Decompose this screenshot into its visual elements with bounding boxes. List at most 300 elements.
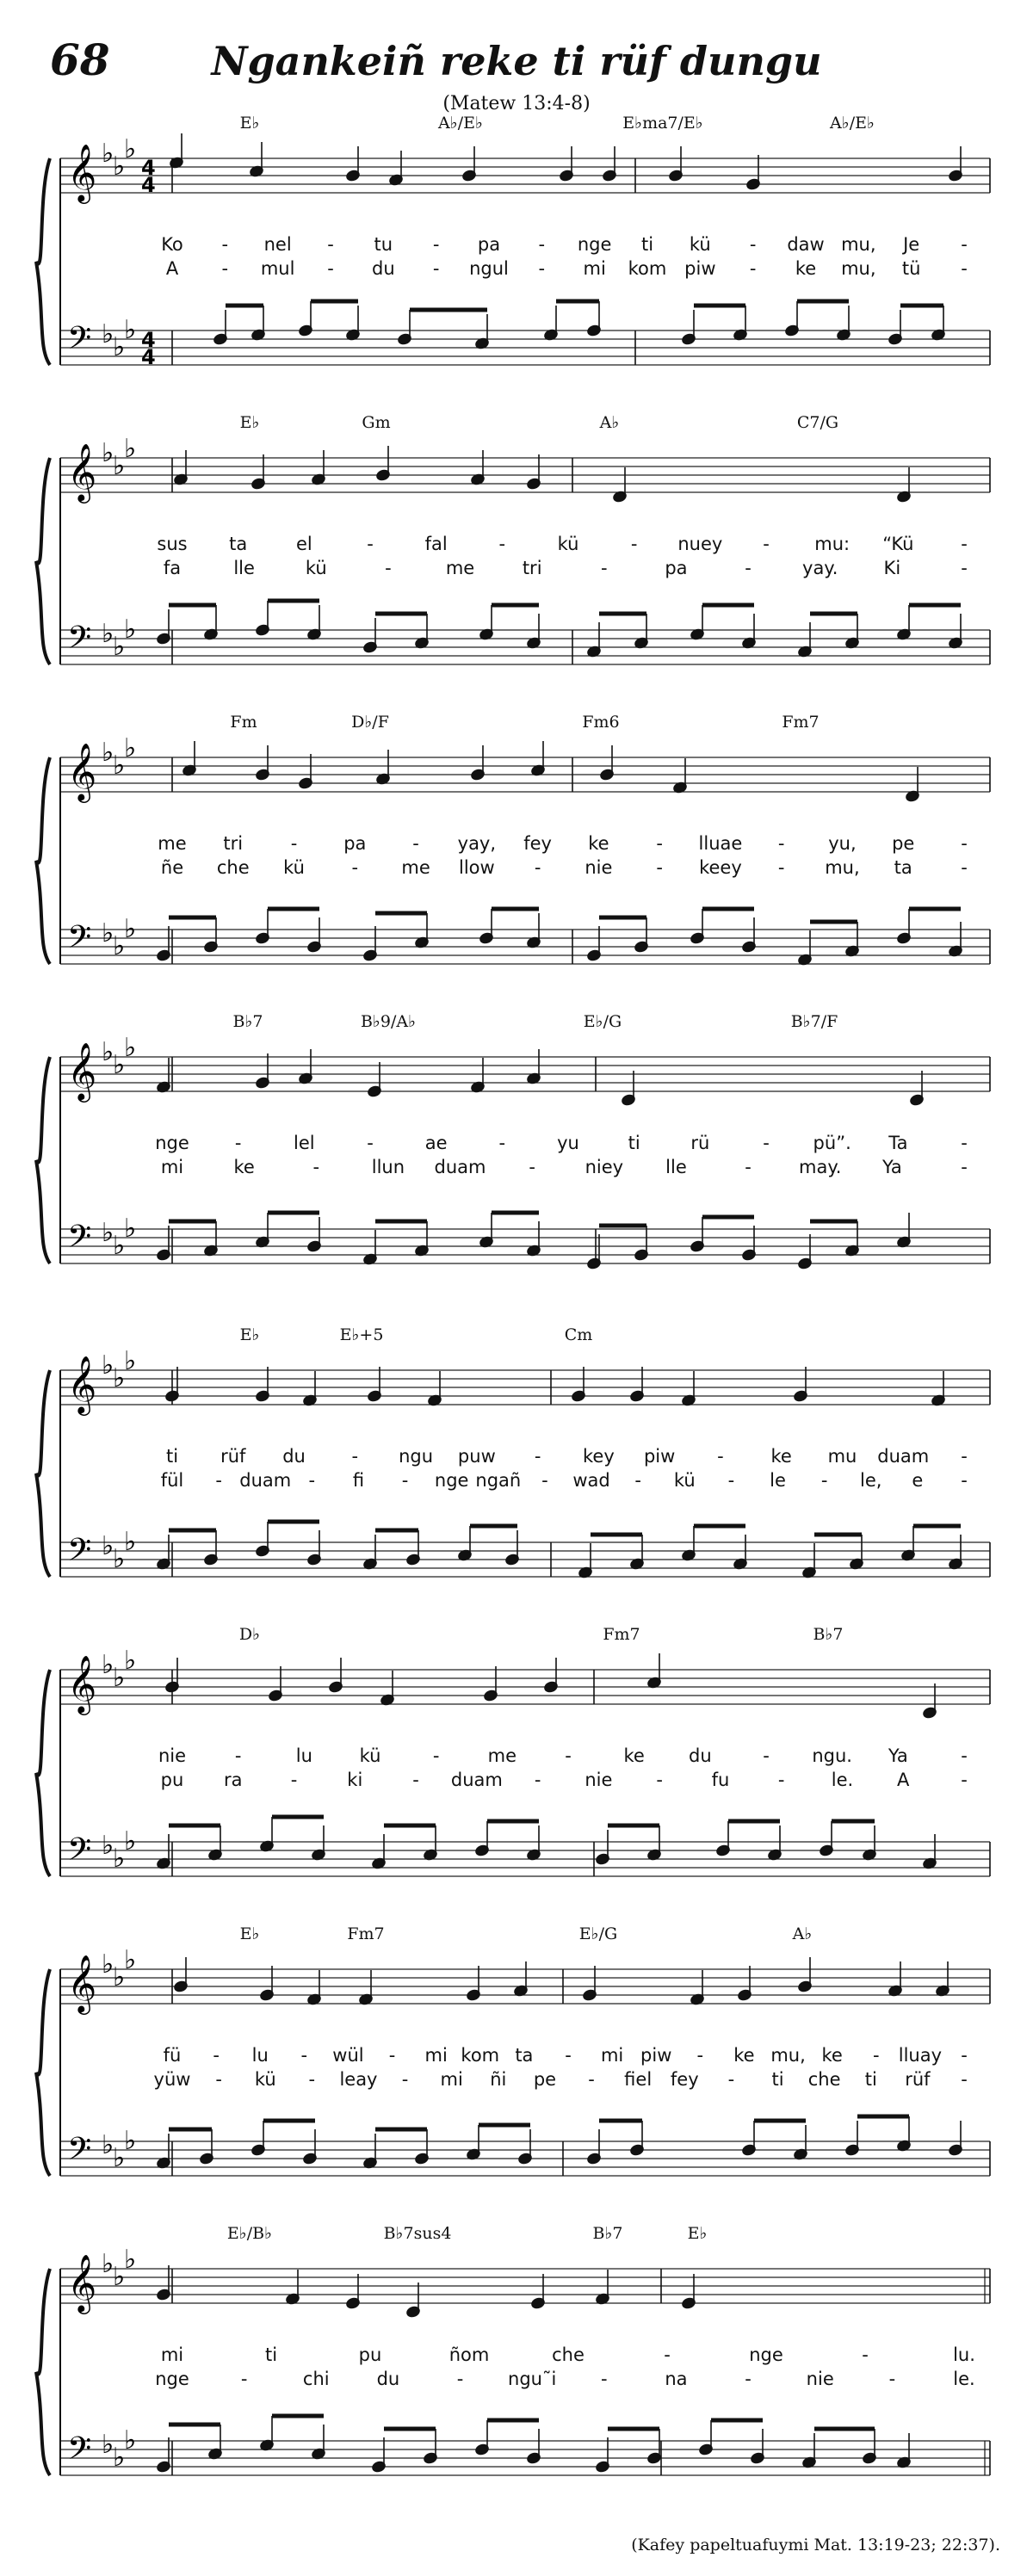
brace-icon xyxy=(36,1670,50,1876)
verse1-syllable: lluay xyxy=(898,2045,943,2066)
bass-staff xyxy=(60,909,990,966)
verse1-syllable: - xyxy=(367,534,374,554)
verse2-syllable: mi xyxy=(583,258,606,279)
verse2-syllable: ki xyxy=(347,1770,363,1790)
brace-icon xyxy=(36,458,50,664)
verse1-syllable: - xyxy=(213,2045,220,2066)
verse2-syllable: duam xyxy=(450,1770,503,1790)
verse1-syllable: lu. xyxy=(953,2344,975,2365)
verse2-syllable: pa xyxy=(665,558,688,578)
key-flat-icon: ♭ xyxy=(124,434,137,464)
verse1-syllable: nel xyxy=(263,234,292,255)
verse1-syllable: me xyxy=(487,1745,517,1766)
bass-clef-icon: 𝄢 xyxy=(67,320,92,364)
verse2-syllable: - xyxy=(215,2069,222,2090)
verse1-syllable: kom xyxy=(461,2045,500,2066)
verse2-syllable: - xyxy=(401,1470,409,1491)
time-signature: 4 xyxy=(141,156,156,180)
key-flat-icon: ♭ xyxy=(124,1033,137,1063)
verse1-syllable: mi xyxy=(424,2045,448,2066)
staff-svg xyxy=(0,1625,1033,1909)
bass-staff xyxy=(60,1213,990,1269)
chord-symbol: E♭ma7/E♭ xyxy=(622,114,703,133)
verse2-syllable: ñi xyxy=(490,2069,507,2090)
verse1-syllable: tri xyxy=(223,833,244,854)
verse1-syllable: kü xyxy=(689,234,711,255)
verse1-syllable: ke xyxy=(821,2045,843,2066)
verse2-syllable: ñe xyxy=(160,857,184,878)
verse2-syllable: - xyxy=(656,1770,663,1790)
chord-symbol: Fm xyxy=(230,713,257,732)
verse2-syllable: che xyxy=(807,2069,841,2090)
verse1-syllable: ti xyxy=(640,234,654,255)
verse2-syllable: yay. xyxy=(802,558,838,578)
verse2-syllable: - xyxy=(412,1770,419,1790)
music-system-4 xyxy=(0,1012,1033,1296)
verse1-syllable: - xyxy=(961,833,968,854)
verse2-syllable: - xyxy=(727,1470,735,1491)
verse1-syllable: fey xyxy=(523,833,552,854)
music-system-6 xyxy=(0,1625,1033,1909)
verse1-syllable: ti xyxy=(165,1446,179,1467)
verse2-syllable: mu, xyxy=(825,857,860,878)
treble-staff xyxy=(60,1653,990,1719)
verse1-syllable: mi xyxy=(160,2344,184,2365)
key-flat-icon: ♭ xyxy=(113,332,126,362)
key-flat-icon: ♭ xyxy=(124,1826,137,1856)
verse1-syllable: - xyxy=(534,1446,541,1467)
verse2-syllable: fa xyxy=(163,558,182,578)
verse1-syllable: mu, xyxy=(770,2045,806,2066)
verse2-syllable: - xyxy=(888,2369,896,2389)
treble-staff xyxy=(60,1367,990,1406)
verse1-syllable: daw xyxy=(787,234,825,255)
verse2-syllable: niey xyxy=(585,1157,624,1177)
verse1-syllable: key xyxy=(582,1446,615,1467)
verse2-syllable: ngul xyxy=(469,258,509,279)
verse1-syllable: ke xyxy=(770,1446,792,1467)
music-system-1 xyxy=(0,114,1033,398)
verse1-syllable: nge xyxy=(155,1133,189,1153)
verse2-syllable: ke xyxy=(233,1157,255,1177)
hymn-number: 68 xyxy=(50,34,110,85)
verse2-syllable: - xyxy=(456,2369,464,2389)
verse1-syllable: ngu xyxy=(399,1446,434,1467)
verse2-syllable: - xyxy=(961,1470,968,1491)
chord-symbol: B♭7 xyxy=(232,1012,263,1031)
chord-symbol: Fm6 xyxy=(582,713,620,732)
bass-clef-icon: 𝄢 xyxy=(67,1532,92,1576)
verse1-syllable: - xyxy=(300,2045,308,2066)
verse2-syllable: tri xyxy=(522,558,542,578)
footer-note: (Kafey papeltuafuymi Mat. 13:19-23; 22:37). xyxy=(631,2536,1000,2554)
key-flat-icon: ♭ xyxy=(102,1218,114,1248)
verse1-syllable: - xyxy=(961,1745,968,1766)
verse2-syllable: - xyxy=(777,857,785,878)
verse2-syllable: yüw xyxy=(153,2069,191,2090)
treble-clef-icon: 𝄞 xyxy=(67,1654,97,1713)
verse1-syllable: piw xyxy=(640,2045,672,2066)
brace-icon xyxy=(36,158,50,365)
key-flat-icon: ♭ xyxy=(102,139,114,169)
chord-symbol: Fm7 xyxy=(603,1625,640,1644)
verse2-syllable: duam xyxy=(434,1157,486,1177)
key-flat-icon: ♭ xyxy=(113,2262,126,2292)
verse2-syllable: nge xyxy=(434,1470,469,1491)
verse2-syllable: nie xyxy=(585,857,613,878)
verse1-syllable: pü”. xyxy=(813,1133,851,1153)
chord-symbol: E♭ xyxy=(239,114,260,133)
verse1-syllable: - xyxy=(763,1133,770,1153)
time-signature: 4 xyxy=(141,328,156,352)
verse2-syllable: - xyxy=(385,558,392,578)
verse1-syllable: - xyxy=(367,1133,374,1153)
verse1-syllable: piw xyxy=(643,1446,676,1467)
verse2-syllable: - xyxy=(961,258,968,279)
verse2-syllable: - xyxy=(432,258,440,279)
verse1-syllable: - xyxy=(777,833,785,854)
key-flat-icon: ♭ xyxy=(124,1527,137,1557)
staff-svg xyxy=(0,713,1033,997)
verse2-syllable: kü xyxy=(305,558,327,578)
verse2-syllable: fu xyxy=(711,1770,730,1790)
verse2-syllable: mu, xyxy=(841,258,876,279)
verse1-syllable: fal xyxy=(424,534,448,554)
verse1-syllable: - xyxy=(388,2045,396,2066)
chord-symbol: B♭7/F xyxy=(790,1012,838,1031)
bass-staff xyxy=(60,2416,990,2475)
chord-symbol: Gm xyxy=(362,413,391,432)
verse1-syllable: fü xyxy=(163,2045,182,2066)
verse1-syllable: me xyxy=(158,833,187,854)
key-flat-icon: ♭ xyxy=(102,918,114,948)
verse1-syllable: ta xyxy=(515,2045,534,2066)
verse2-syllable: tü xyxy=(901,258,921,279)
verse2-syllable: kü xyxy=(254,2069,276,2090)
key-flat-icon: ♭ xyxy=(102,1949,114,1980)
verse1-syllable: - xyxy=(961,534,968,554)
bass-staff xyxy=(60,301,990,365)
verse1-syllable: che xyxy=(552,2344,585,2365)
verse1-syllable: - xyxy=(630,534,638,554)
brace-icon xyxy=(36,1969,50,2176)
key-flat-icon: ♭ xyxy=(113,1363,126,1393)
key-flat-icon: ♭ xyxy=(102,438,114,468)
verse2-syllable: pe xyxy=(533,2069,557,2090)
chord-symbol: E♭/G xyxy=(578,1924,618,1943)
verse1-syllable: pu xyxy=(358,2344,382,2365)
music-system-5 xyxy=(0,1325,1033,1609)
verse1-syllable: - xyxy=(961,1446,968,1467)
verse2-syllable: - xyxy=(588,2069,595,2090)
key-flat-icon: ♭ xyxy=(113,1050,126,1080)
treble-clef-icon: 𝄞 xyxy=(67,143,97,201)
verse1-syllable: - xyxy=(351,1446,359,1467)
chord-symbol: B♭7sus4 xyxy=(383,2224,452,2243)
chord-symbol: B♭7 xyxy=(813,1625,844,1644)
chord-symbol: E♭ xyxy=(687,2224,708,2243)
verse2-syllable: - xyxy=(601,2369,608,2389)
key-flat-icon: ♭ xyxy=(102,1831,114,1861)
verse1-syllable: - xyxy=(664,2344,671,2365)
time-signature: 4 xyxy=(141,173,156,197)
key-flat-icon: ♭ xyxy=(124,134,137,164)
verse2-syllable: du xyxy=(376,2369,400,2389)
verse1-syllable: ke xyxy=(623,1745,645,1766)
verse2-syllable: ngañ xyxy=(475,1470,522,1491)
bass-clef-icon: 𝄢 xyxy=(67,1219,92,1263)
treble-staff xyxy=(60,446,990,503)
verse1-syllable: pa xyxy=(343,833,367,854)
chord-symbol: Cm xyxy=(564,1325,593,1344)
verse2-syllable: - xyxy=(745,558,752,578)
key-flat-icon: ♭ xyxy=(124,2245,137,2275)
verse1-syllable: - xyxy=(327,234,334,255)
verse2-syllable: nge xyxy=(155,2369,189,2389)
key-flat-icon: ♭ xyxy=(124,315,137,345)
verse1-syllable: - xyxy=(763,534,770,554)
verse1-syllable: wül xyxy=(332,2045,364,2066)
verse2-syllable: le xyxy=(770,1470,786,1491)
bass-clef-icon: 𝄢 xyxy=(67,2431,92,2474)
verse1-syllable: du xyxy=(282,1446,306,1467)
verse2-syllable: - xyxy=(727,2069,735,2090)
bass-staff xyxy=(60,2116,990,2176)
staff-svg xyxy=(0,114,1033,398)
key-flat-icon: ♭ xyxy=(113,151,126,182)
verse2-syllable: le, xyxy=(860,1470,882,1491)
verse2-syllable: - xyxy=(961,2069,968,2090)
verse2-syllable: mi xyxy=(160,1157,184,1177)
verse1-syllable: nuey xyxy=(677,534,723,554)
verse2-syllable: - xyxy=(240,2369,248,2389)
time-signature: 4 xyxy=(141,345,156,369)
chord-symbol: E♭/G xyxy=(583,1012,622,1031)
verse2-syllable: nie xyxy=(806,2369,834,2389)
verse2-syllable: lle xyxy=(233,558,255,578)
verse1-syllable: - xyxy=(221,234,229,255)
treble-clef-icon: 𝄞 xyxy=(67,742,97,800)
chord-symbol: E♭/B♭ xyxy=(226,2224,273,2243)
key-flat-icon: ♭ xyxy=(124,1646,137,1676)
brace-icon xyxy=(36,2269,50,2475)
verse2-syllable: - xyxy=(820,1470,828,1491)
verse2-syllable: - xyxy=(538,258,546,279)
scripture-reference: (Matew 13:4-8) xyxy=(442,93,591,114)
verse1-syllable: nge xyxy=(577,234,612,255)
verse1-syllable: sus xyxy=(157,534,188,554)
key-flat-icon: ♭ xyxy=(113,2443,126,2473)
verse2-syllable: ti xyxy=(864,2069,877,2090)
verse1-syllable: “Kü xyxy=(882,534,914,554)
chord-symbol: Fm7 xyxy=(782,713,820,732)
key-flat-icon: ♭ xyxy=(102,1531,114,1561)
music-system-2 xyxy=(0,413,1033,697)
verse2-syllable: - xyxy=(534,1770,541,1790)
bass-clef-icon: 𝄢 xyxy=(67,919,92,963)
verse1-syllable: - xyxy=(961,234,968,255)
bass-clef-icon: 𝄢 xyxy=(67,620,92,664)
verse2-syllable: - xyxy=(401,2069,409,2090)
verse2-syllable: ti xyxy=(771,2069,784,2090)
verse2-syllable: le. xyxy=(953,2369,975,2389)
verse1-syllable: mi xyxy=(600,2045,624,2066)
verse2-syllable: le. xyxy=(831,1770,854,1790)
treble-clef-icon: 𝄞 xyxy=(67,1041,97,1100)
treble-staff xyxy=(60,741,990,802)
verse1-syllable: ke xyxy=(588,833,609,854)
verse1-syllable: nie xyxy=(158,1745,187,1766)
treble-clef-icon: 𝄞 xyxy=(67,1355,97,1413)
staff-svg xyxy=(0,1012,1033,1296)
verse2-syllable: ra xyxy=(224,1770,243,1790)
brace-icon xyxy=(36,1370,50,1577)
verse2-syllable: me xyxy=(401,857,430,878)
verse1-syllable: - xyxy=(656,833,663,854)
verse1-syllable: - xyxy=(961,2045,968,2066)
verse2-syllable: kü xyxy=(283,857,305,878)
verse1-syllable: - xyxy=(290,833,298,854)
bass-staff xyxy=(60,1522,990,1578)
verse1-syllable: - xyxy=(565,1745,572,1766)
verse2-syllable: - xyxy=(351,857,359,878)
bass-clef-icon: 𝄢 xyxy=(67,1832,92,1875)
verse2-syllable: lle xyxy=(665,1157,687,1177)
verse1-syllable: rü xyxy=(690,1133,710,1153)
verse2-syllable: ngu˜i xyxy=(508,2369,557,2389)
key-flat-icon: ♭ xyxy=(102,738,114,768)
bass-staff xyxy=(60,1817,990,1876)
verse2-syllable: ta xyxy=(894,857,912,878)
verse1-syllable: ae xyxy=(424,1133,448,1153)
verse2-syllable: - xyxy=(601,558,608,578)
chord-symbol: D♭ xyxy=(238,1625,261,1644)
verse2-syllable: - xyxy=(961,1157,968,1177)
music-system-8 xyxy=(0,2224,1033,2508)
key-flat-icon: ♭ xyxy=(124,914,137,944)
verse2-syllable: kü xyxy=(673,1470,696,1491)
verse1-syllable: ta xyxy=(229,534,248,554)
staff-svg xyxy=(0,1325,1033,1609)
verse2-syllable: pu xyxy=(160,1770,184,1790)
treble-clef-icon: 𝄞 xyxy=(67,1954,97,2012)
verse1-syllable: Ta xyxy=(888,1133,908,1153)
verse1-syllable: ti xyxy=(264,2344,278,2365)
verse2-syllable: - xyxy=(290,1770,298,1790)
chord-symbol: D♭/F xyxy=(351,713,389,732)
verse2-syllable: - xyxy=(221,258,229,279)
verse2-syllable: - xyxy=(312,1157,320,1177)
bass-clef-icon: 𝄢 xyxy=(67,2131,92,2175)
verse1-syllable: du xyxy=(689,1745,712,1766)
verse2-syllable: llun xyxy=(371,1157,405,1177)
verse2-syllable: na xyxy=(665,2369,688,2389)
verse2-syllable: ke xyxy=(795,258,817,279)
chord-symbol: A♭ xyxy=(792,1924,813,1943)
key-flat-icon: ♭ xyxy=(124,2126,137,2156)
verse1-syllable: - xyxy=(763,1745,770,1766)
verse1-syllable: - xyxy=(696,2045,704,2066)
chord-symbol: Fm7 xyxy=(347,1924,385,1943)
chord-symbol: E♭ xyxy=(239,1325,260,1344)
verse1-syllable: lluae xyxy=(698,833,743,854)
chord-symbol: C7/G xyxy=(796,413,839,432)
verse2-syllable: mul xyxy=(260,258,295,279)
verse2-syllable: du xyxy=(372,258,395,279)
key-flat-icon: ♭ xyxy=(102,1037,114,1067)
verse2-syllable: keey xyxy=(699,857,742,878)
chord-symbol: A♭/E♭ xyxy=(438,114,483,133)
key-flat-icon: ♭ xyxy=(124,1346,137,1376)
key-flat-icon: ♭ xyxy=(102,2130,114,2160)
verse2-syllable: fi xyxy=(352,1470,365,1491)
verse2-syllable: me xyxy=(445,558,475,578)
verse2-syllable: - xyxy=(745,1157,752,1177)
verse1-syllable: - xyxy=(749,234,757,255)
key-flat-icon: ♭ xyxy=(113,1544,126,1574)
verse2-syllable: chi xyxy=(302,2369,330,2389)
staff-svg xyxy=(0,2224,1033,2508)
verse1-syllable: pe xyxy=(892,833,915,854)
verse2-syllable: e xyxy=(912,1470,924,1491)
brace-icon xyxy=(36,757,50,964)
verse2-syllable: - xyxy=(777,1770,785,1790)
verse2-syllable: - xyxy=(534,857,541,878)
verse2-syllable: - xyxy=(961,1770,968,1790)
key-flat-icon: ♭ xyxy=(102,619,114,649)
verse1-syllable: tu xyxy=(374,234,393,255)
music-system-7 xyxy=(0,1924,1033,2208)
verse1-syllable: mu xyxy=(827,1446,857,1467)
key-flat-icon: ♭ xyxy=(113,1231,126,1261)
verse1-syllable: Ya xyxy=(888,1745,908,1766)
verse2-syllable: - xyxy=(749,258,757,279)
verse1-syllable: mu: xyxy=(814,534,851,554)
verse1-syllable: duam xyxy=(877,1446,930,1467)
chord-symbol: A♭/E♭ xyxy=(830,114,875,133)
verse2-syllable: - xyxy=(634,1470,641,1491)
staff-svg xyxy=(0,1924,1033,2208)
verse1-syllable: - xyxy=(862,2344,869,2365)
verse1-syllable: nge xyxy=(749,2344,783,2365)
key-flat-icon: ♭ xyxy=(113,1844,126,1874)
verse2-syllable: - xyxy=(745,2369,752,2389)
verse1-syllable: ñom xyxy=(448,2344,490,2365)
key-flat-icon: ♭ xyxy=(113,751,126,781)
verse1-syllable: - xyxy=(961,1133,968,1153)
verse1-syllable: - xyxy=(538,234,546,255)
verse2-syllable: A xyxy=(897,1770,910,1790)
key-flat-icon: ♭ xyxy=(124,2425,137,2456)
key-flat-icon: ♭ xyxy=(113,2143,126,2173)
key-flat-icon: ♭ xyxy=(124,733,137,763)
music-system-3 xyxy=(0,713,1033,997)
verse2-syllable: leay xyxy=(339,2069,378,2090)
verse2-syllable: - xyxy=(308,1470,316,1491)
chord-symbol: B♭9/A♭ xyxy=(360,1012,417,1031)
verse1-syllable: yu xyxy=(557,1133,579,1153)
verse1-syllable: el xyxy=(295,534,312,554)
verse2-syllable: A xyxy=(165,258,179,279)
verse1-syllable: lu xyxy=(251,2045,269,2066)
verse1-syllable: ngu. xyxy=(812,1745,852,1766)
verse1-syllable: pa xyxy=(477,234,501,255)
verse2-syllable: may. xyxy=(799,1157,842,1177)
chord-symbol: A♭ xyxy=(599,413,620,432)
treble-staff xyxy=(60,1957,990,2005)
key-flat-icon: ♭ xyxy=(113,451,126,481)
verse2-syllable: mi xyxy=(440,2069,463,2090)
